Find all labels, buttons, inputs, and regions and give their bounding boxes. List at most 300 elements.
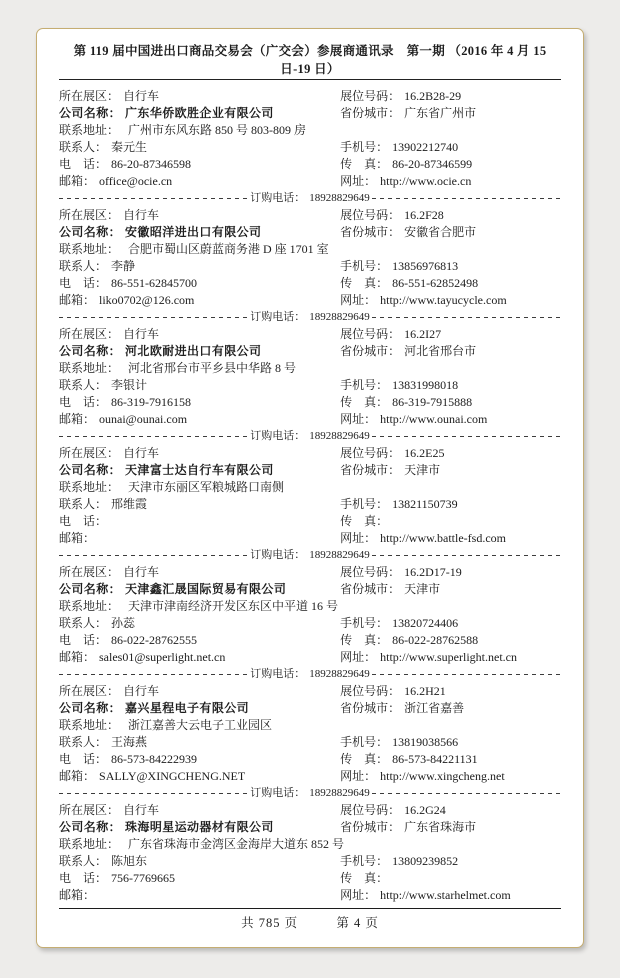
city-label: 省份城市：	[340, 225, 401, 239]
company-name: 天津鑫汇晟国际贸易有限公司	[125, 582, 287, 596]
company-name: 广东华侨欧胜企业有限公司	[125, 106, 274, 120]
company-label: 公司名称：	[59, 701, 122, 715]
booth-label: 展位号码：	[340, 208, 401, 222]
fax-field	[340, 751, 561, 768]
address-row	[59, 717, 561, 734]
city-value: 浙江省嘉善	[404, 701, 465, 715]
city-field	[340, 224, 561, 241]
email-website-row	[59, 411, 561, 428]
email-label: 邮箱：	[59, 412, 96, 426]
dash-line-right	[372, 198, 561, 199]
zone-booth-row	[59, 445, 561, 462]
zone-field	[59, 326, 340, 343]
phone-label: 电 话：	[59, 157, 108, 171]
website-label: 网址：	[340, 174, 377, 188]
address-value: 广州市东风东路 850 号 803-809 房	[128, 123, 307, 137]
website-value: http://www.superlight.net.cn	[380, 650, 517, 664]
company-city-row	[59, 343, 561, 360]
order-hotline-number: 18928829649	[309, 668, 370, 680]
zone-value: 自行车	[123, 565, 160, 579]
mobile-field	[340, 615, 561, 632]
company-field	[59, 700, 340, 717]
city-value: 广东省广州市	[404, 106, 477, 120]
zone-booth-row	[59, 207, 561, 224]
website-field	[340, 649, 561, 666]
order-hotline-label: 订购电话：	[250, 311, 306, 323]
phone-value: 86-319-7916158	[111, 395, 192, 409]
exhibitor-entry	[59, 326, 561, 443]
phone-field	[59, 513, 340, 530]
phone-value: 86-20-87346598	[111, 157, 192, 171]
address-row	[59, 598, 561, 615]
website-field	[340, 530, 561, 547]
booth-value: 16.2F28	[404, 208, 444, 222]
contact-mobile-row	[59, 615, 561, 632]
email-website-row	[59, 887, 561, 904]
dash-line-right	[372, 555, 561, 556]
website-label: 网址：	[340, 412, 377, 426]
zone-label: 所在展区：	[59, 208, 120, 222]
address-row	[59, 479, 561, 496]
phone-value: 86-573-84222939	[111, 752, 198, 766]
current-page: 第 4 页	[336, 916, 379, 930]
fax-label: 传 真：	[340, 157, 389, 171]
zone-field	[59, 802, 340, 819]
zone-booth-row	[59, 88, 561, 105]
dash-line-left	[59, 317, 248, 318]
company-city-row	[59, 819, 561, 836]
fax-field	[340, 394, 561, 411]
order-hotline-number: 18928829649	[309, 787, 370, 799]
city-field	[340, 105, 561, 122]
email-website-row	[59, 768, 561, 785]
fax-field	[340, 275, 561, 292]
address-field	[59, 360, 561, 377]
mobile-label: 手机号：	[340, 140, 389, 154]
phone-fax-row	[59, 632, 561, 649]
fax-label: 传 真：	[340, 871, 389, 885]
phone-fax-row	[59, 513, 561, 530]
zone-label: 所在展区：	[59, 89, 120, 103]
address-label: 联系地址：	[59, 599, 120, 613]
address-label: 联系地址：	[59, 242, 120, 256]
contact-field	[59, 615, 340, 632]
mobile-value: 13819038566	[392, 735, 459, 749]
website-label: 网址：	[340, 293, 377, 307]
mobile-field	[340, 139, 561, 156]
address-label: 联系地址：	[59, 361, 120, 375]
phone-label: 电 话：	[59, 871, 108, 885]
contact-label: 联系人：	[59, 140, 108, 154]
zone-field	[59, 445, 340, 462]
company-field	[59, 105, 340, 122]
mobile-label: 手机号：	[340, 735, 389, 749]
mobile-field	[340, 496, 561, 513]
email-field	[59, 768, 340, 785]
website-value: http://www.starhelmet.com	[380, 888, 511, 902]
fax-value: 86-573-84221131	[392, 752, 478, 766]
zone-label: 所在展区：	[59, 327, 120, 341]
address-value: 广东省珠海市金湾区金海岸大道东 852 号	[128, 837, 345, 851]
contact-label: 联系人：	[59, 616, 108, 630]
phone-label: 电 话：	[59, 276, 108, 290]
mobile-label: 手机号：	[340, 497, 389, 511]
city-value: 天津市	[404, 463, 441, 477]
mobile-field	[340, 734, 561, 751]
mobile-field	[340, 377, 561, 394]
contact-mobile-row	[59, 377, 561, 394]
phone-field	[59, 394, 340, 411]
email-label: 邮箱：	[59, 531, 96, 545]
zone-value: 自行车	[123, 89, 160, 103]
fax-value: 86-022-28762588	[392, 633, 479, 647]
address-row	[59, 360, 561, 377]
address-row	[59, 836, 561, 853]
zone-field	[59, 207, 340, 224]
zone-value: 自行车	[123, 684, 160, 698]
mobile-field	[340, 258, 561, 275]
city-label: 省份城市：	[340, 820, 401, 834]
company-city-row	[59, 224, 561, 241]
page-title-text: 第 119 届中国进出口商品交易会（广交会）参展商通讯录 第一期 （2016 年 4 月 15 日-19 日）	[59, 41, 561, 80]
city-value: 广东省珠海市	[404, 820, 477, 834]
mobile-value: 13856976813	[392, 259, 459, 273]
phone-fax-row	[59, 156, 561, 173]
zone-value: 自行车	[123, 327, 160, 341]
zone-field	[59, 564, 340, 581]
address-label: 联系地址：	[59, 123, 120, 137]
city-label: 省份城市：	[340, 344, 401, 358]
company-label: 公司名称：	[59, 582, 122, 596]
booth-value: 16.2E25	[404, 446, 445, 460]
order-hotline-label: 订购电话：	[250, 430, 306, 442]
company-city-row	[59, 700, 561, 717]
address-label: 联系地址：	[59, 837, 120, 851]
address-field	[59, 479, 561, 496]
zone-field	[59, 88, 340, 105]
contact-value: 孙蕊	[111, 616, 136, 630]
zone-label: 所在展区：	[59, 803, 120, 817]
zone-label: 所在展区：	[59, 565, 120, 579]
email-website-row	[59, 292, 561, 309]
page-title	[59, 41, 561, 80]
address-value: 天津市东丽区军粮城路口南侧	[128, 480, 285, 494]
contact-mobile-row	[59, 139, 561, 156]
dash-line-right	[372, 436, 561, 437]
email-value: liko0702@126.com	[99, 293, 195, 307]
website-label: 网址：	[340, 888, 377, 902]
fax-label: 传 真：	[340, 276, 389, 290]
email-field	[59, 530, 340, 547]
address-field	[59, 836, 561, 853]
order-hotline-separator	[59, 667, 561, 681]
mobile-value: 13820724406	[392, 616, 459, 630]
mobile-value: 13831998018	[392, 378, 459, 392]
zone-value: 自行车	[123, 208, 160, 222]
zone-value: 自行车	[123, 446, 160, 460]
order-hotline-number: 18928829649	[309, 549, 370, 561]
email-value: office@ocie.cn	[99, 174, 173, 188]
contact-value: 李静	[111, 259, 136, 273]
total-pages: 共 785 页	[241, 916, 299, 930]
exhibitor-entry	[59, 802, 561, 904]
email-value: sales01@superlight.net.cn	[99, 650, 226, 664]
zone-value: 自行车	[123, 803, 160, 817]
website-field	[340, 292, 561, 309]
booth-field	[340, 564, 561, 581]
company-name: 河北欧耐进出口有限公司	[125, 344, 262, 358]
phone-fax-row	[59, 394, 561, 411]
dash-line-left	[59, 198, 248, 199]
contact-value: 秦元生	[111, 140, 148, 154]
company-label: 公司名称：	[59, 106, 122, 120]
dash-line-left	[59, 555, 248, 556]
address-label: 联系地址：	[59, 718, 120, 732]
contact-value: 邢维霞	[111, 497, 148, 511]
dash-line-right	[372, 317, 561, 318]
fax-field	[340, 156, 561, 173]
city-label: 省份城市：	[340, 463, 401, 477]
address-value: 浙江嘉善大云电子工业园区	[128, 718, 273, 732]
contact-value: 陈旭东	[111, 854, 148, 868]
company-label: 公司名称：	[59, 344, 122, 358]
company-label: 公司名称：	[59, 820, 122, 834]
email-field	[59, 887, 340, 904]
phone-value: 86-022-28762555	[111, 633, 198, 647]
contact-mobile-row	[59, 496, 561, 513]
address-field	[59, 598, 561, 615]
phone-field	[59, 156, 340, 173]
phone-label: 电 话：	[59, 633, 108, 647]
website-label: 网址：	[340, 531, 377, 545]
booth-label: 展位号码：	[340, 803, 401, 817]
company-label: 公司名称：	[59, 225, 122, 239]
mobile-value: 13902212740	[392, 140, 459, 154]
fax-value: 86-551-62852498	[392, 276, 479, 290]
exhibitor-list	[59, 88, 561, 904]
contact-field	[59, 377, 340, 394]
zone-booth-row	[59, 802, 561, 819]
exhibitor-entry	[59, 207, 561, 324]
email-label: 邮箱：	[59, 174, 96, 188]
dash-line-left	[59, 793, 248, 794]
email-field	[59, 411, 340, 428]
order-hotline-separator	[59, 310, 561, 324]
company-name: 珠海明星运动器材有限公司	[125, 820, 274, 834]
mobile-label: 手机号：	[340, 616, 389, 630]
website-field	[340, 173, 561, 190]
booth-label: 展位号码：	[340, 446, 401, 460]
contact-field	[59, 734, 340, 751]
fax-value: 86-319-7915888	[392, 395, 473, 409]
company-city-row	[59, 462, 561, 479]
fax-label: 传 真：	[340, 633, 389, 647]
exhibitor-entry	[59, 564, 561, 681]
email-label: 邮箱：	[59, 293, 96, 307]
booth-value: 16.2G24	[404, 803, 446, 817]
city-label: 省份城市：	[340, 106, 401, 120]
dash-line-left	[59, 436, 248, 437]
company-label: 公司名称：	[59, 463, 122, 477]
website-value: http://www.ounai.com	[380, 412, 488, 426]
website-value: http://www.battle-fsd.com	[380, 531, 506, 545]
booth-value: 16.2H21	[404, 684, 446, 698]
phone-field	[59, 632, 340, 649]
order-hotline-separator	[59, 786, 561, 800]
email-field	[59, 292, 340, 309]
company-city-row	[59, 105, 561, 122]
company-field	[59, 224, 340, 241]
company-field	[59, 819, 340, 836]
mobile-label: 手机号：	[340, 378, 389, 392]
order-hotline-separator	[59, 191, 561, 205]
contact-label: 联系人：	[59, 854, 108, 868]
email-label: 邮箱：	[59, 888, 96, 902]
email-label: 邮箱：	[59, 650, 96, 664]
fax-label: 传 真：	[340, 752, 389, 766]
order-hotline-label: 订购电话：	[250, 787, 306, 799]
city-label: 省份城市：	[340, 701, 401, 715]
fax-label: 传 真：	[340, 395, 389, 409]
contact-value: 李银计	[111, 378, 148, 392]
phone-label: 电 话：	[59, 395, 108, 409]
company-field	[59, 462, 340, 479]
website-field	[340, 411, 561, 428]
phone-field	[59, 275, 340, 292]
company-name: 嘉兴星程电子有限公司	[125, 701, 250, 715]
company-field	[59, 343, 340, 360]
address-label: 联系地址：	[59, 480, 120, 494]
contact-value: 王海燕	[111, 735, 148, 749]
contact-field	[59, 853, 340, 870]
address-field	[59, 122, 561, 139]
contact-mobile-row	[59, 853, 561, 870]
mobile-field	[340, 853, 561, 870]
contact-field	[59, 496, 340, 513]
fax-label: 传 真：	[340, 514, 389, 528]
email-label: 邮箱：	[59, 769, 96, 783]
order-hotline-label: 订购电话：	[250, 668, 306, 680]
website-value: http://www.ocie.cn	[380, 174, 472, 188]
document-page	[36, 28, 584, 948]
booth-label: 展位号码：	[340, 565, 401, 579]
phone-value: 756-7769665	[111, 871, 176, 885]
booth-value: 16.2D17-19	[404, 565, 462, 579]
order-hotline-label: 订购电话：	[250, 549, 306, 561]
booth-label: 展位号码：	[340, 89, 401, 103]
exhibitor-entry	[59, 445, 561, 562]
contact-field	[59, 139, 340, 156]
phone-label: 电 话：	[59, 752, 108, 766]
email-website-row	[59, 173, 561, 190]
phone-label: 电 话：	[59, 514, 108, 528]
order-hotline-label: 订购电话：	[250, 192, 306, 204]
order-hotline-separator	[59, 429, 561, 443]
booth-field	[340, 207, 561, 224]
contact-label: 联系人：	[59, 497, 108, 511]
contact-label: 联系人：	[59, 378, 108, 392]
mobile-value: 13809239852	[392, 854, 459, 868]
phone-field	[59, 751, 340, 768]
fax-field	[340, 513, 561, 530]
order-hotline-number: 18928829649	[309, 192, 370, 204]
city-value: 河北省邢台市	[404, 344, 477, 358]
city-field	[340, 343, 561, 360]
address-row	[59, 122, 561, 139]
exhibitor-entry	[59, 88, 561, 205]
website-value: http://www.xingcheng.net	[380, 769, 505, 783]
city-value: 安徽省合肥市	[404, 225, 477, 239]
mobile-value: 13821150739	[392, 497, 458, 511]
booth-value: 16.2I27	[404, 327, 442, 341]
fax-field	[340, 632, 561, 649]
city-field	[340, 581, 561, 598]
zone-field	[59, 683, 340, 700]
zone-booth-row	[59, 683, 561, 700]
company-name: 安徽昭洋进出口有限公司	[125, 225, 262, 239]
company-city-row	[59, 581, 561, 598]
booth-field	[340, 683, 561, 700]
address-value: 河北省邢台市平乡县中华路 8 号	[128, 361, 297, 375]
website-value: http://www.tayucycle.com	[380, 293, 507, 307]
company-name: 天津富士达自行车有限公司	[125, 463, 274, 477]
contact-label: 联系人：	[59, 259, 108, 273]
order-hotline-number: 18928829649	[309, 311, 370, 323]
website-field	[340, 887, 561, 904]
booth-field	[340, 802, 561, 819]
address-field	[59, 717, 561, 734]
zone-label: 所在展区：	[59, 684, 120, 698]
city-field	[340, 700, 561, 717]
address-row	[59, 241, 561, 258]
city-label: 省份城市：	[340, 582, 401, 596]
contact-mobile-row	[59, 258, 561, 275]
booth-value: 16.2B28-29	[404, 89, 462, 103]
booth-field	[340, 445, 561, 462]
fax-value: 86-20-87346599	[392, 157, 473, 171]
phone-fax-row	[59, 275, 561, 292]
zone-label: 所在展区：	[59, 446, 120, 460]
phone-fax-row	[59, 751, 561, 768]
booth-field	[340, 326, 561, 343]
footer-pagination	[59, 913, 561, 931]
website-label: 网址：	[340, 769, 377, 783]
email-field	[59, 173, 340, 190]
zone-booth-row	[59, 326, 561, 343]
footer-divider	[59, 908, 561, 909]
dash-line-left	[59, 674, 248, 675]
company-field	[59, 581, 340, 598]
contact-mobile-row	[59, 734, 561, 751]
website-field	[340, 768, 561, 785]
zone-booth-row	[59, 564, 561, 581]
dash-line-right	[372, 793, 561, 794]
email-field	[59, 649, 340, 666]
email-value: SALLY@XINGCHENG.NET	[99, 769, 246, 783]
city-value: 天津市	[404, 582, 441, 596]
dash-line-right	[372, 674, 561, 675]
order-hotline-separator	[59, 548, 561, 562]
city-field	[340, 819, 561, 836]
website-label: 网址：	[340, 650, 377, 664]
email-value: ounai@ounai.com	[99, 412, 188, 426]
address-value: 合肥市蜀山区蔚蓝商务港 D 座 1701 室	[128, 242, 329, 256]
contact-label: 联系人：	[59, 735, 108, 749]
exhibitor-entry	[59, 683, 561, 800]
address-field	[59, 241, 561, 258]
booth-label: 展位号码：	[340, 327, 401, 341]
order-hotline-number: 18928829649	[309, 430, 370, 442]
